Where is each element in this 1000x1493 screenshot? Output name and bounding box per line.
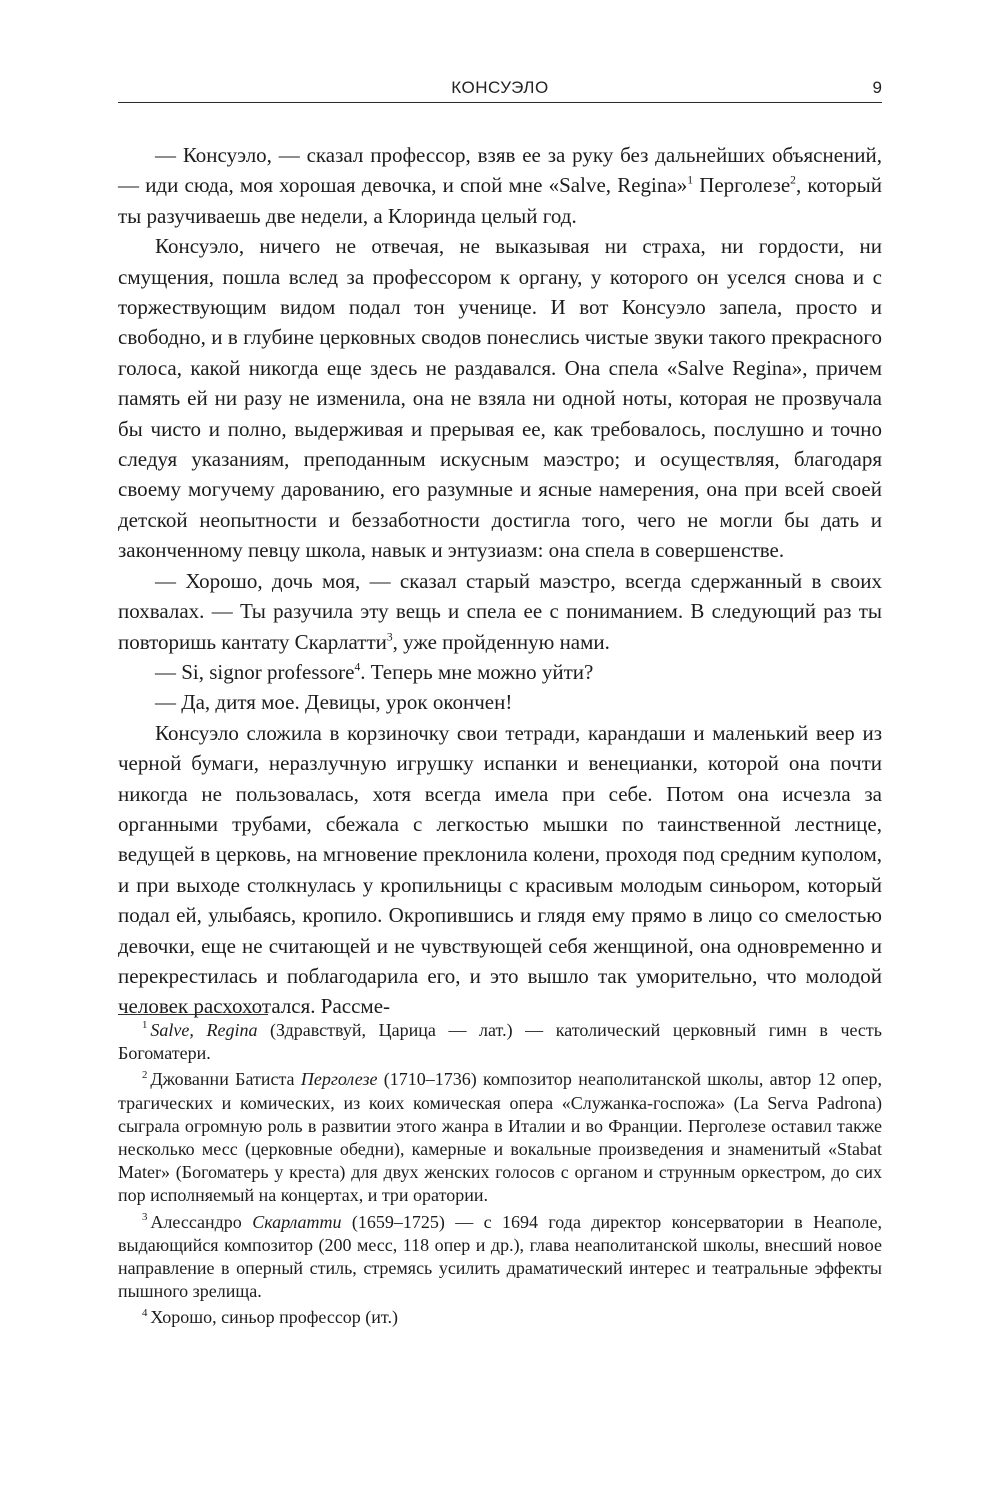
footnote-ref: 1 xyxy=(687,174,693,187)
paragraph-text: . Теперь мне можно уйти? xyxy=(360,659,594,684)
paragraph xyxy=(118,566,882,657)
footnote-marker: 2 xyxy=(142,1068,148,1081)
footnote-marker: 4 xyxy=(142,1306,148,1319)
footnote-divider xyxy=(118,1014,268,1015)
footnote-term: Скарлатти xyxy=(252,1211,342,1232)
footnote-ref: 2 xyxy=(790,174,796,187)
main-text xyxy=(118,140,882,1022)
paragraph: Консуэло сложила в корзиночку свои тетради, карандаши и маленький веер из черной бумаги, неразлучную игрушку испанки и венецианки, которой она почти никогда не пользовалась, хотя всегда имела при себе. Потом она исчезла за органными трубами, сбежала с легкостью мышки по таинственной лестнице, ведущей в церковь, на мгновение преклонила колени, проходя под средним куполом, и при выходе столкнулась у кропильницы с красивым молодым синьором, который подал ей, улыбаясь, кропило. Окропившись и глядя ему прямо в лицо со смелостью девочки, еще не считающей и не чувствующей себя женщиной, она одновременно и перекрестилась и поблагодарила его, и это вышло так уморительно, что молодой человек расхохотался. Рассме- xyxy=(118,720,882,1019)
paragraph: Консуэло, ничего не отвечая, не выказывая ни страха, ни гордости, ни смущения, пошла вслед за профессором к органу, у которого он уселся снова и с торжествующим видом подал тон ученице. И вот Консуэло запела, просто и свободно, и в глубине церковных сводов понеслись чистые звуки такого прекрасного голоса, какой никогда еще здесь не раздавался. Она спела «Salve Regina», причем память ей ни разу не изменила, она не взяла ни одной ноты, которая не прозвучала бы чисто и полно, выдерживая и прерывая ее, как требовалось, послушно и точно следуя указаниям, преподанным искусным маэстро; и осуществляя, благодаря своему могучему дарованию, его разумные и ясные намерения, она при всей своей детской неопытности и беззаботности достигла того, чего не могли бы дать и законченному певцу школа, навык и энтузиазм: она спела в совершенстве. xyxy=(118,234,882,563)
footnote-text: Хорошо, синьор профессор (ит.) xyxy=(150,1307,398,1328)
footnote xyxy=(118,1211,882,1304)
footnote-ref: 3 xyxy=(386,630,393,643)
footnote xyxy=(118,1019,882,1065)
footnote xyxy=(118,1068,882,1207)
footnote-ref: 4 xyxy=(354,661,361,674)
paragraph xyxy=(118,657,882,687)
footnote-lead: Джованни Батиста xyxy=(150,1069,301,1090)
paragraph-text: — Si, signor professore xyxy=(155,659,355,684)
running-title: КОНСУЭЛО xyxy=(451,78,549,97)
footnote-text: (Здравствуй, Царица — лат.) — католический церковный гимн в честь Богоматери. xyxy=(118,1020,882,1064)
footnote-term: Перголезе xyxy=(300,1069,378,1090)
paragraph-text: , который ты разучиваешь две недели, а Клоринда целый год. xyxy=(118,173,883,228)
footnote xyxy=(118,1306,882,1329)
running-header xyxy=(118,78,882,103)
paragraph-text: — Консуэло, — сказал профессор, взяв ее за руку без дальнейших объяснений, — иди сюда, моя хорошая девочка, и спой мне «Salve, Regina» xyxy=(118,143,882,198)
paragraph: — Да, дитя мое. Девицы, урок окончен! xyxy=(155,690,513,715)
paragraph-text: — Хорошо, дочь моя, — сказал старый маэстро, всегда сдержанный в своих похвалах. — Ты разучила эту вещь и спела ее с пониманием. В следующий раз ты повторишь кантату Скарлатти xyxy=(118,568,882,654)
paragraph-text: , уже пройденную нами. xyxy=(392,629,610,654)
footnote-text: (1710–1736) композитор неаполитанской школы, автор 12 опер, трагических и комических, из коих комическая опера «Служанка-госпожа» (La Serva Padrona) сыграла огромную роль в развитии этого жанра в Италии и во Франции. Перголезе оставил также несколько месс (церковные обедни), камерные и вокальные произведения и знаменитый «Stabat Mater» (Богоматерь у креста) для двух женских голосов с органом и струнным оркестром, до сих пор исполняемый на концертах, и три оратории. xyxy=(118,1069,882,1206)
paragraph xyxy=(118,140,882,231)
paragraph-text: Перголезе xyxy=(693,173,791,198)
footnote-marker: 1 xyxy=(142,1019,148,1032)
footnote-marker: 3 xyxy=(142,1211,148,1224)
footnote-text: (1659–1725) — с 1694 года директор консерватории в Неаполе, выдающийся композитор (200 месс, 118 опер и др.), глава неаполитанской школы, внесший новое направление в оперный стиль, стремясь усилить драматический интерес и театральные эффекты пышного зрелища. xyxy=(118,1211,882,1302)
footnote-term: Salve, Regina xyxy=(150,1020,258,1040)
page-number: 9 xyxy=(872,78,882,97)
footnote-lead: Алессандро xyxy=(150,1211,253,1232)
footnotes xyxy=(118,1019,882,1333)
